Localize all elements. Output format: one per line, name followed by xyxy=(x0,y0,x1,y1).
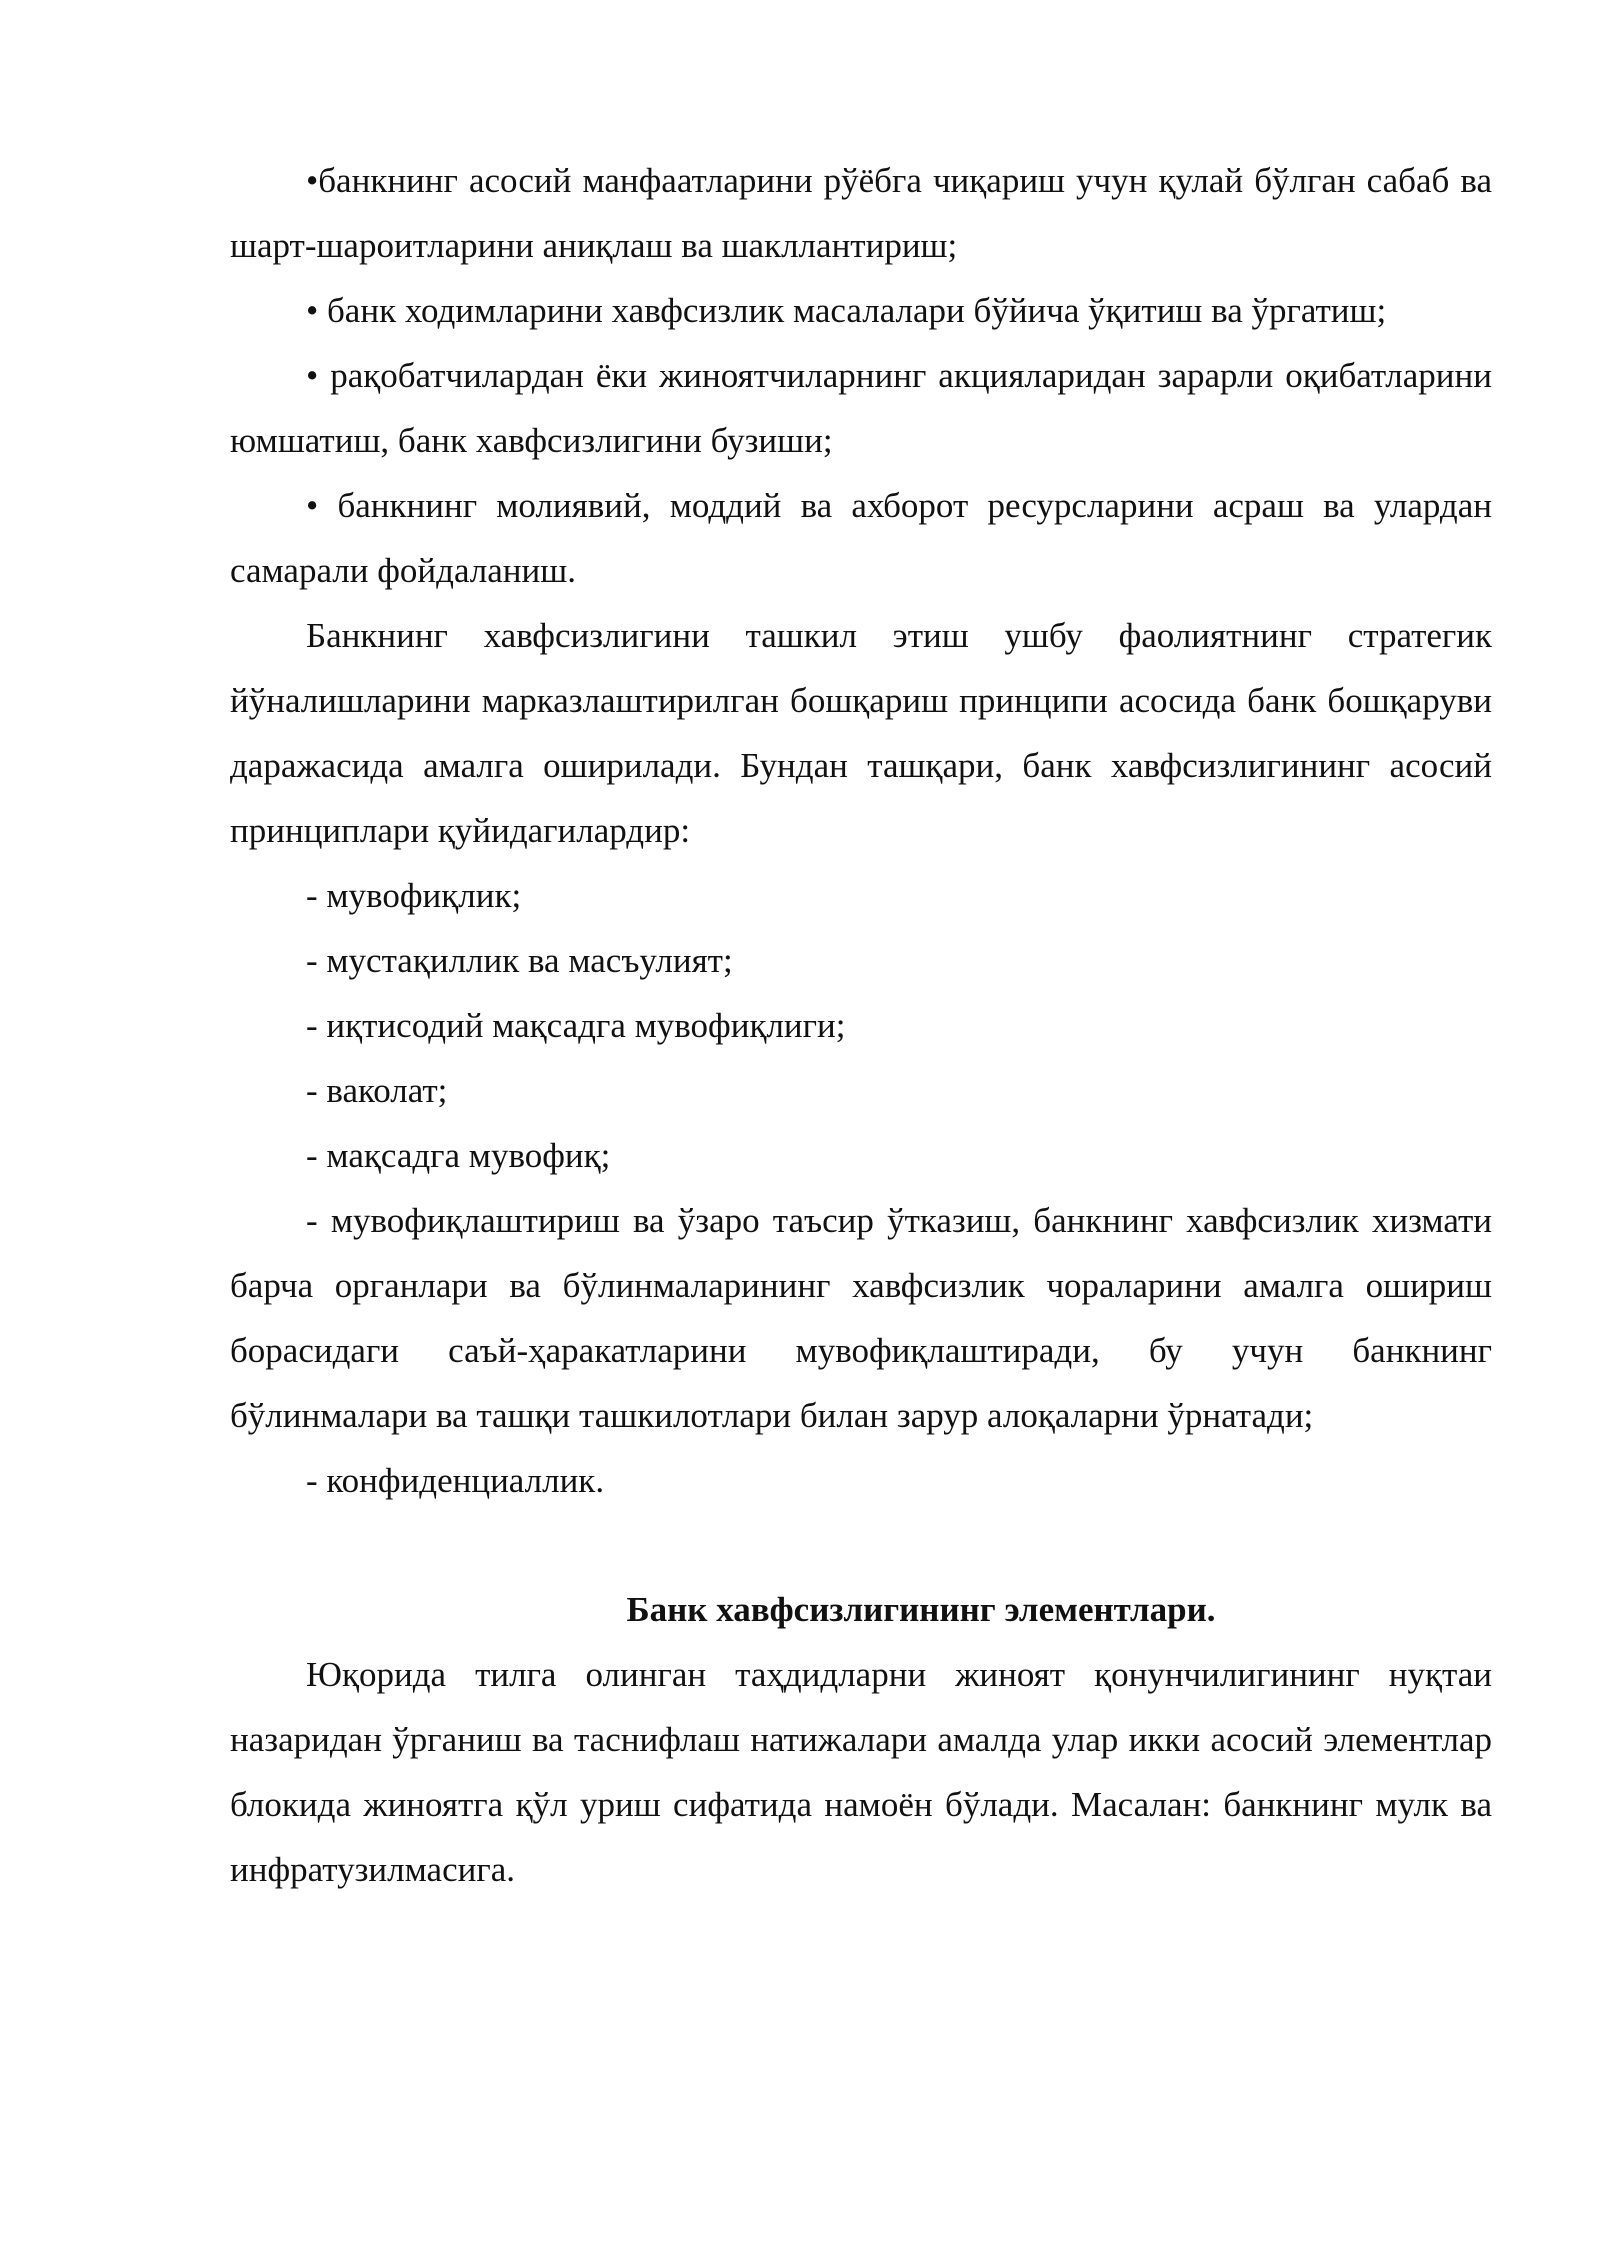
bullet-item: • банк ходимларини хавфсизлик масалалари бўйича ўқитиш ва ўргатиш; xyxy=(306,291,1387,330)
body-paragraph: Банкнинг хавфсизлигини ташкил этиш ушбу фаолиятнинг стратегик йўналишларини марказлаштирилган бошқариш принципи асосида банк бошқаруви даражасида амалга оширилади. Бундан ташқари, банк хавфсизлигининг асосий принциплари қуйидагилардир: xyxy=(230,616,1492,850)
bullet-item: • рақобатчилардан ёки жиноятчиларнинг акцияларидан зарарли оқибатларини юмшатиш, банк хавфсизлигини бузиши; xyxy=(230,356,1492,460)
principle-item: - конфиденциаллик. xyxy=(306,1461,605,1500)
body-paragraph: Юқорида тилга олинган таҳдидларни жиноят қонунчилигининг нуқтаи назаридан ўрганиш ва таснифлаш натижалари амалда улар икки асосий элементлар блокида жиноятга қўл уриш сифатида намоён бўлади. Масалан: банкнинг мулк ва инфратузилмасига. xyxy=(230,1655,1492,1889)
principle-item: - иқтисодий мақсадга мувофиқлиги; xyxy=(306,1006,846,1045)
bullet-item: • банкнинг молиявий, моддий ва ахборот ресурсларини асраш ва улардан самарали фойдаланиш. xyxy=(230,486,1492,590)
document-page xyxy=(230,148,1492,1902)
principle-item: - мустақиллик ва масъулият; xyxy=(306,941,733,980)
bullet-item: •банкнинг асосий манфаатларини рўёбга чиқариш учун қулай бўлган сабаб ва шарт-шароитларини аниқлаш ва шакллантириш; xyxy=(230,161,1492,265)
principle-item: - мувофиқлаштириш ва ўзаро таъсир ўтказиш, банкнинг хавфсизлик хизмати барча органлари ва бўлинмаларининг хавфсизлик чораларини амалга ошириш борасидаги саъй-ҳаракатларини мувофиқлаштиради, бу учун банкнинг бўлинмалари ва ташқи ташкилотлари билан зарур алоқаларни ўрнатади; xyxy=(230,1201,1492,1435)
section-heading: Банк хавфсизлигининг элементлари. xyxy=(626,1590,1216,1629)
principle-item: - мувофиқлик; xyxy=(306,876,522,915)
principle-item: - ваколат; xyxy=(306,1071,448,1110)
principle-item: - мақсадга мувофиқ; xyxy=(306,1136,611,1175)
